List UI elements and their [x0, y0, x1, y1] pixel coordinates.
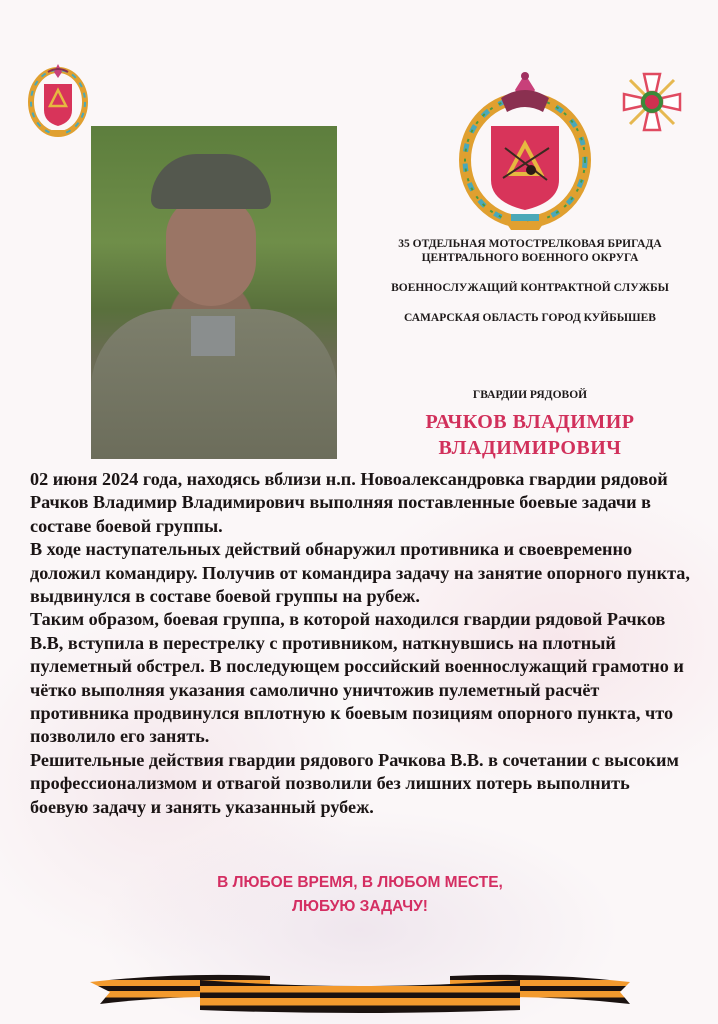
- brigade-emblem-large-icon: [455, 68, 595, 232]
- motto: [160, 871, 560, 919]
- field-cap: [151, 154, 271, 209]
- brigade-emblem-small-icon: [26, 60, 90, 138]
- unit-header: [370, 237, 690, 341]
- unit-name: 35 ОТДЕЛЬНАЯ МОТОСТРЕЛКОВАЯ БРИГАДА ЦЕНТРАЛЬНОГО ВОЕННОГО ОКРУГА: [398, 238, 662, 264]
- paragraph: 02 июня 2024 года, находясь вблизи н.п. Новоалександровка гвардии рядовой Рачков Владимир Владимирович выполняя поставленные боевые задачи в составе боевой группы.: [30, 469, 668, 536]
- soldier-name: [370, 409, 690, 461]
- name-line-2: ВЛАДИМИРОВИЧ: [438, 437, 622, 459]
- face: [166, 196, 256, 306]
- location: САМАРСКАЯ ОБЛАСТЬ ГОРОД КУЙБЫШЕВ: [404, 312, 656, 324]
- undershirt: [191, 316, 235, 356]
- soldier-portrait-photo: [91, 126, 337, 459]
- paragraph: Решительные действия гвардии рядового Рачкова В.В. в сочетании с высоким профессионализмом и отвагой позволили без лишних потерь выполнить боевую задачу и занять указанный рубеж.: [30, 749, 679, 817]
- rank-label: ГВАРДИИ РЯДОВОЙ: [472, 389, 588, 401]
- paragraph: В ходе наступательных действий обнаружил противника и своевременно доложил командиру. Получив от командира задачу на занятие опорного пункта, выдвинулся в составе боевой группы на рубеж.: [30, 539, 690, 607]
- paragraph: Таким образом, боевая группа, в которой находился гвардии рядовой Рачков В.В, вступила в перестрелку с противником, наткнувшись на плотный пулеметный обстрел. В последующем российский военнослужащий грамотно и чётко выполняя указания самолично уничтожив пулеметный расчёт противника продвинулся вплотную к боевым позициям опорного пункта, что позволило его занять.: [30, 609, 684, 747]
- motto-line-2: ЛЮБУЮ ЗАДАЧУ!: [292, 898, 428, 915]
- name-line-1: РАЧКОВ ВЛАДИМИР: [425, 411, 635, 433]
- motto-line-1: В ЛЮБОЕ ВРЕМЯ, В ЛЮБОМ МЕСТЕ,: [217, 874, 503, 891]
- st-george-ribbon-icon: [90, 968, 630, 1014]
- citation-text: [30, 468, 690, 819]
- service-type: ВОЕННОСЛУЖАЩИЙ КОНТРАКТНОЙ СЛУЖБЫ: [391, 282, 669, 294]
- order-cross-icon: [620, 70, 684, 134]
